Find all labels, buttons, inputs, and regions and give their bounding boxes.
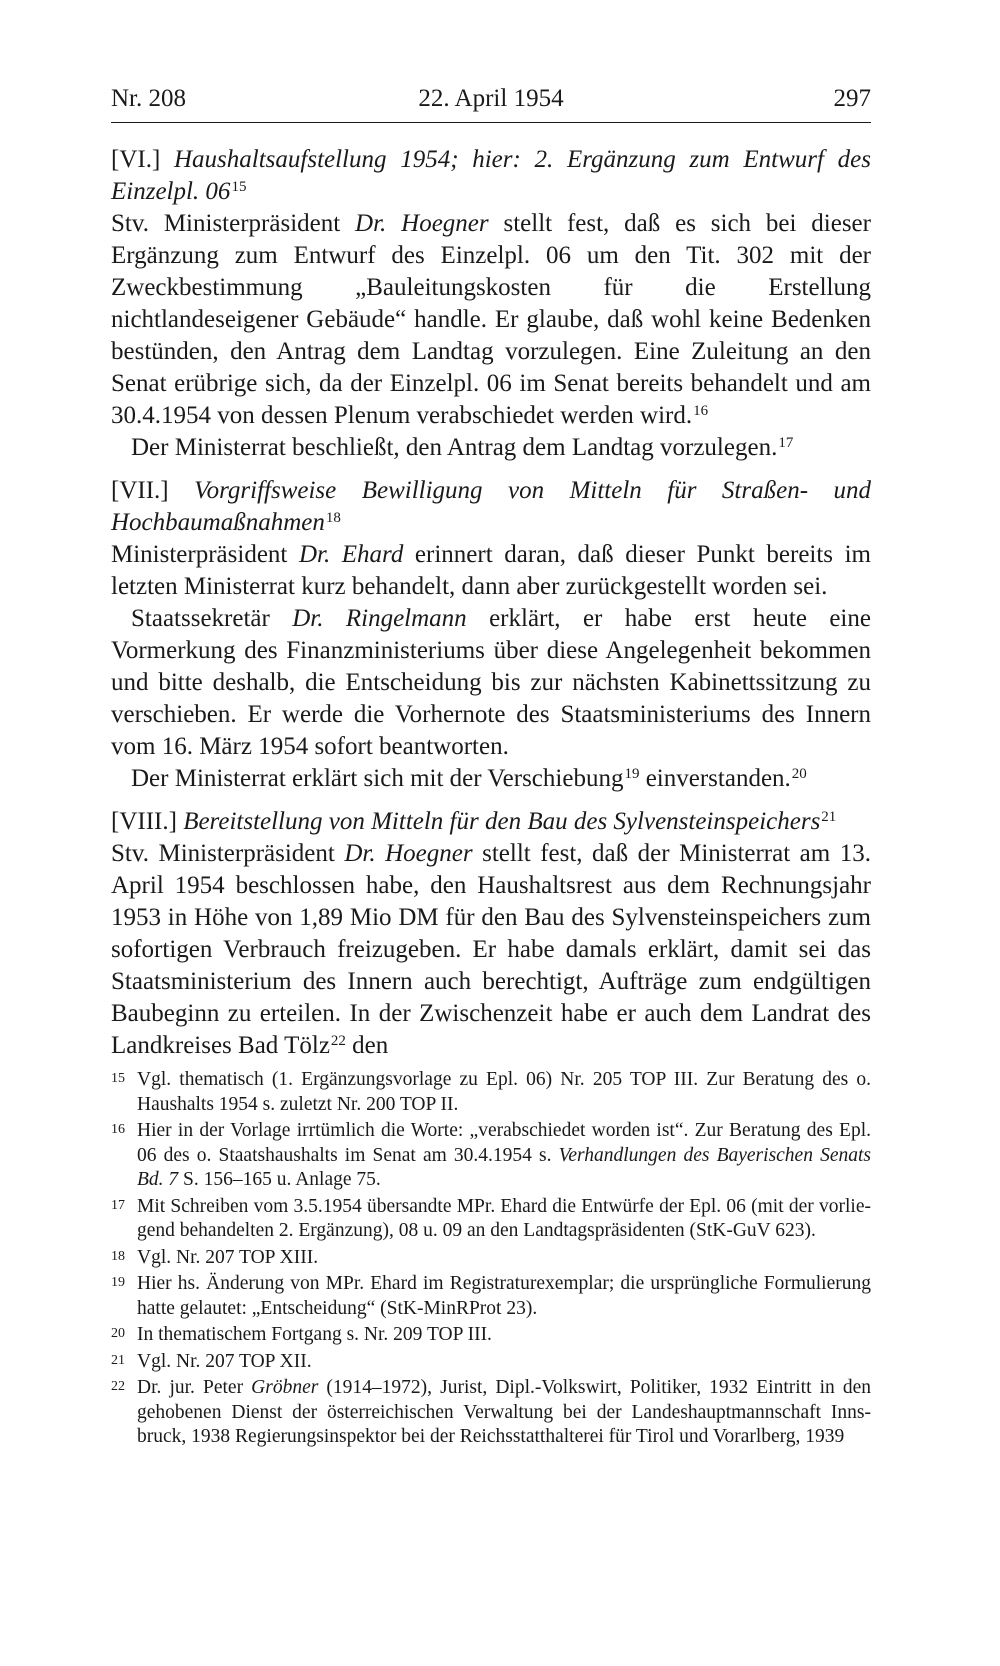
section-heading-viii <box>111 806 871 838</box>
resolution-paragraph: Der Ministerrat erklärt sich mit der Verschiebung$^{19}$ einverstanden.$^{20}$ <box>131 765 807 792</box>
paragraph: Stv. Ministerpräsident Dr. Hoegner stellt fest, daß es sich bei dieser Ergänzung zum Entwurf des Einzelpl. 06 um den Tit. 302 mit der Zweckbestimmung „Bauleitungskosten für die Erstellung nichtlandeseigener Gebäude“ handle. Er glaube, daß wohl keine Bedenken bestünden, den Antrag dem Landtag vorzulegen. Eine Zuleitung an den Senat erübrige sich, da der Einzelpl. 06 im Senat bereits behandelt und am 30.4.1954 von dessen Plenum verabschiedet werden wird.$^{16}$ <box>111 210 871 429</box>
section-title: Haushaltsaufstellung 1954; hier: 2. Ergänzung zum Entwurf des Einzelpl. 06 <box>111 146 871 205</box>
footnote: 22 Dr. jur. Peter Gröbner (1914–1972), Jurist, Dipl.-Volkswirt, Politiker, 1932 Eintritt in den gehobenen Dienst der österreichischen Verwaltung bei der Landeshauptmannschaft Innsbruck, 1938 Regierungsinspektor bei der Reichsstatthalterei für Tirol und Vorarlberg, 1939 <box>111 1377 872 1447</box>
section-title: Vorgriffsweise Bewilligung von Mitteln für Straßen- und Hochbaumaßnahmen <box>111 477 871 536</box>
person-name: Dr. Ringelmann <box>292 605 467 632</box>
footnote-number: 19 <box>111 1275 125 1290</box>
person-name: Dr. Hoegner <box>355 210 489 237</box>
footnote-number: 16 <box>111 1122 125 1137</box>
person-name: Dr. Hoegner <box>344 840 473 867</box>
footnote-number: 17 <box>111 1197 125 1213</box>
paragraph: Staatssekretär Dr. Ringelmann erklärt, er habe erst heute eine Vormerkung des Finanzministeriums über diese Angelegenheit bekommen und bitte deshalb, die Entscheidung bis zur nächsten Kabinettssitzung zu verschieben. Er werde die Vorhernote des Staatsministeriums des Innern vom 16. März 1954 sofort beantworten. <box>111 605 871 760</box>
body-text <box>111 144 871 1062</box>
footnote: 19 Hier hs. Änderung von MPr. Ehard im Registraturexemplar; die ursprüngliche Formulierung hatte gelautet: „Entscheidung“ (StK-MinRProt 23). <box>111 1273 871 1319</box>
header-date: 22. April 1954 <box>418 85 564 112</box>
footnote-ref: 18 <box>325 509 341 526</box>
footnote-number: 22 <box>111 1379 125 1394</box>
footnote-ref: 22 <box>330 1032 346 1049</box>
section-number: [VI.] <box>111 146 161 173</box>
footnote-ref: 17 <box>778 434 794 451</box>
footnote-number: 20 <box>111 1326 125 1341</box>
footnote: 15 Vgl. thematisch (1. Ergänzungsvorlage zu Epl. 06) Nr. 205 TOP III. Zur Beratung des o. Haushalts 1954 s. zuletzt Nr. 200 TOP II. <box>111 1069 871 1115</box>
section-heading-vi <box>111 144 871 208</box>
paragraph: Ministerpräsident Dr. Ehard erinnert daran, daß dieser Punkt bereits im letzten Ministerrat kurz behandelt, dann aber zurückgestellt worden sei. <box>111 541 871 600</box>
section-number: [VII.] <box>111 477 169 504</box>
paragraph: Stv. Ministerpräsident Dr. Hoegner stellt fest, daß der Ministerrat am 13. April 1954 beschlossen habe, den Haushaltsrest aus dem Rechnungsjahr 1953 in Höhe von 1,89 Mio DM für den Bau des Sylvensteinspeichers zum sofortigen Verbrauch freizugeben. Er habe damals erklärt, damit sei das Staatsministerium des Innern auch berechtigt, Aufträge zum endgültigen Baubeginn zu erteilen. In der Zwischenzeit habe er auch dem Landrat des Landkreises Bad Tölz$^{22}$ den <box>111 840 871 1059</box>
page-number: 297 <box>833 85 871 112</box>
footnote: 16 Hier in der Vorlage irrtümlich die Worte: „verabschiedet worden ist“. Zur Beratung des Epl. 06 des o. Staatshaushalts im Senat am 30.4.1954 s. Verhandlungen des Bayerischen Senats Bd. 7 S. 156–165 u. Anlage 75. <box>111 1120 872 1190</box>
person-name: Dr. Ehard <box>298 541 404 568</box>
footnote: 21 Vgl. Nr. 207 TOP XII. <box>111 1350 312 1372</box>
footnote: 17 Mit Schreiben vom 3.5.1954 übersandte MPr. Ehard die Entwürfe der Epl. 06 (mit der vorliegend behandelten 2. Ergänzung), 08 u. 09 an den Landtagspräsidenten (StK-GuV 623). <box>111 1195 871 1241</box>
footnote-ref: 15 <box>231 178 247 195</box>
footnote-ref: 21 <box>821 808 837 825</box>
document-number: Nr. 208 <box>111 85 186 112</box>
footnote-ref: 19 <box>624 765 640 782</box>
section-number: [VIII.] <box>111 808 177 835</box>
footnote-number: 21 <box>111 1352 125 1368</box>
resolution-paragraph: Der Ministerrat beschließt, den Antrag dem Landtag vorzulegen.$^{17}$ <box>131 434 794 461</box>
section-title: Bereitstellung von Mitteln für den Bau des Sylvensteinspeichers <box>183 808 821 835</box>
footnote-number: 15 <box>111 1071 125 1086</box>
section-heading-vii <box>111 475 871 539</box>
footnote-ref: 20 <box>791 765 807 782</box>
footnote: 20 In thematischem Fortgang s. Nr. 209 TOP III. <box>111 1324 492 1345</box>
running-header <box>111 82 871 123</box>
footnotes <box>111 1068 871 1452</box>
footnote-number: 18 <box>111 1248 125 1264</box>
footnote: 18 Vgl. Nr. 207 TOP XIII. <box>111 1246 319 1268</box>
footnote-ref: 16 <box>693 402 709 419</box>
